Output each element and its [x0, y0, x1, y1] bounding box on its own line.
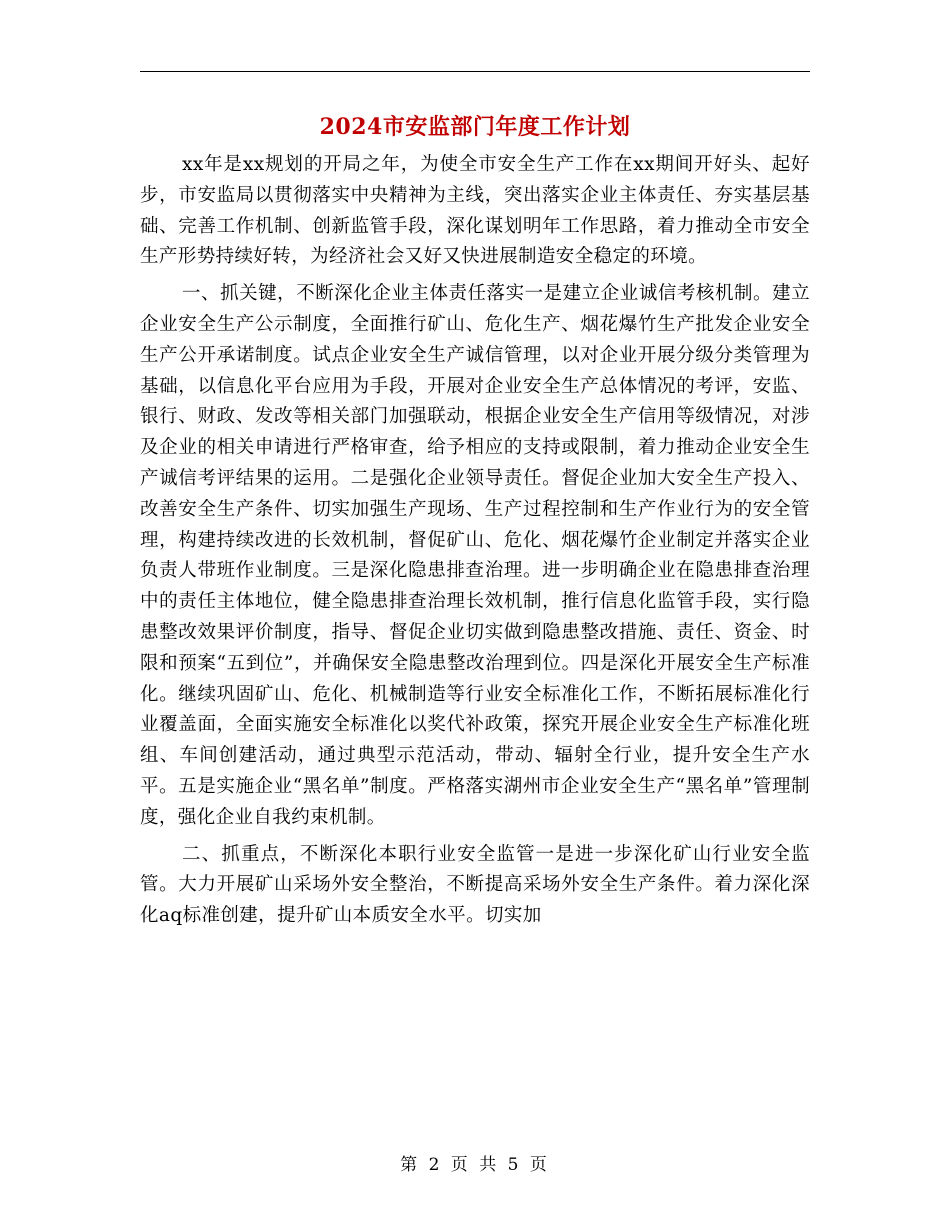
page-number-footer: 第 2 页 共 5 页 — [400, 1155, 550, 1175]
document-body — [140, 150, 810, 938]
paragraph-section-1: 一、抓关键，不断深化企业主体责任落实一是建立企业诚信考核机制。建立企业安全生产公示制度，全面推行矿山、危化生产、烟花爆竹生产批发企业安全生产公开承诺制度。试点企业安全生产诚信管理，以对企业开展分级分类管理为基础，以信息化平台应用为手段，开展对企业安全生产总体情况的考评，安监、银行、财政、发改等相关部门加强联动，根据企业安全生产信用等级情况，对涉及企业的相关申请进行严格审查，给予相应的支持或限制，着力推动企业安全生产诚信考评结果的运用。二是强化企业领导责任。督促企业加大安全生产投入、改善安全生产条件、切实加强生产现场、生产过程控制和生产作业行为的安全管理，构建持续改进的长效机制，督促矿山、危化、烟花爆竹企业制定并落实企业负责人带班作业制度。三是深化隐患排查治理。进一步明确企业在隐患排查治理中的责任主体地位，健全隐患排查治理长效机制，推行信息化监管手段，实行隐患整改效果评价制度，指导、督促企业切实做到隐患整改措施、责任、资金、时限和预案“五到位”，并确保安全隐患整改治理到位。四是深化开展安全生产标准化。继续巩固矿山、危化、机械制造等行业安全标准化工作，不断拓展标准化行业覆盖面，全面实施安全标准化以奖代补政策，探究开展企业安全生产标准化班组、车间创建活动，通过典型示范活动，带动、辐射全行业，提升安全生产水平。五是实施企业“黑名单”制度。严格落实湖州市企业安全生产“黑名单”管理制度，强化企业自我约束机制。 — [140, 283, 810, 828]
paragraph-section-2: 二、抓重点，不断深化本职行业安全监管一是进一步深化矿山行业安全监管。大力开展矿山采场外安全整治，不断提高采场外安全生产条件。着力深化深化aq标准创建，提升矿山本质安全水平。切实加 — [140, 843, 810, 927]
document-title: 2024市安监部门年度工作计划 — [319, 114, 631, 140]
header-rule — [140, 71, 810, 72]
paragraph-intro: xx年是xx规划的开局之年，为使全市安全生产工作在xx期间开好头、起好步，市安监局以贯彻落实中央精神为主线，突出落实企业主体责任、夯实基层基础、完善工作机制、创新监管手段，深化谋划明年工作思路，着力推动全市安全生产形势持续好转，为经济社会又好又快进展制造安全稳定的环境。 — [140, 154, 810, 268]
